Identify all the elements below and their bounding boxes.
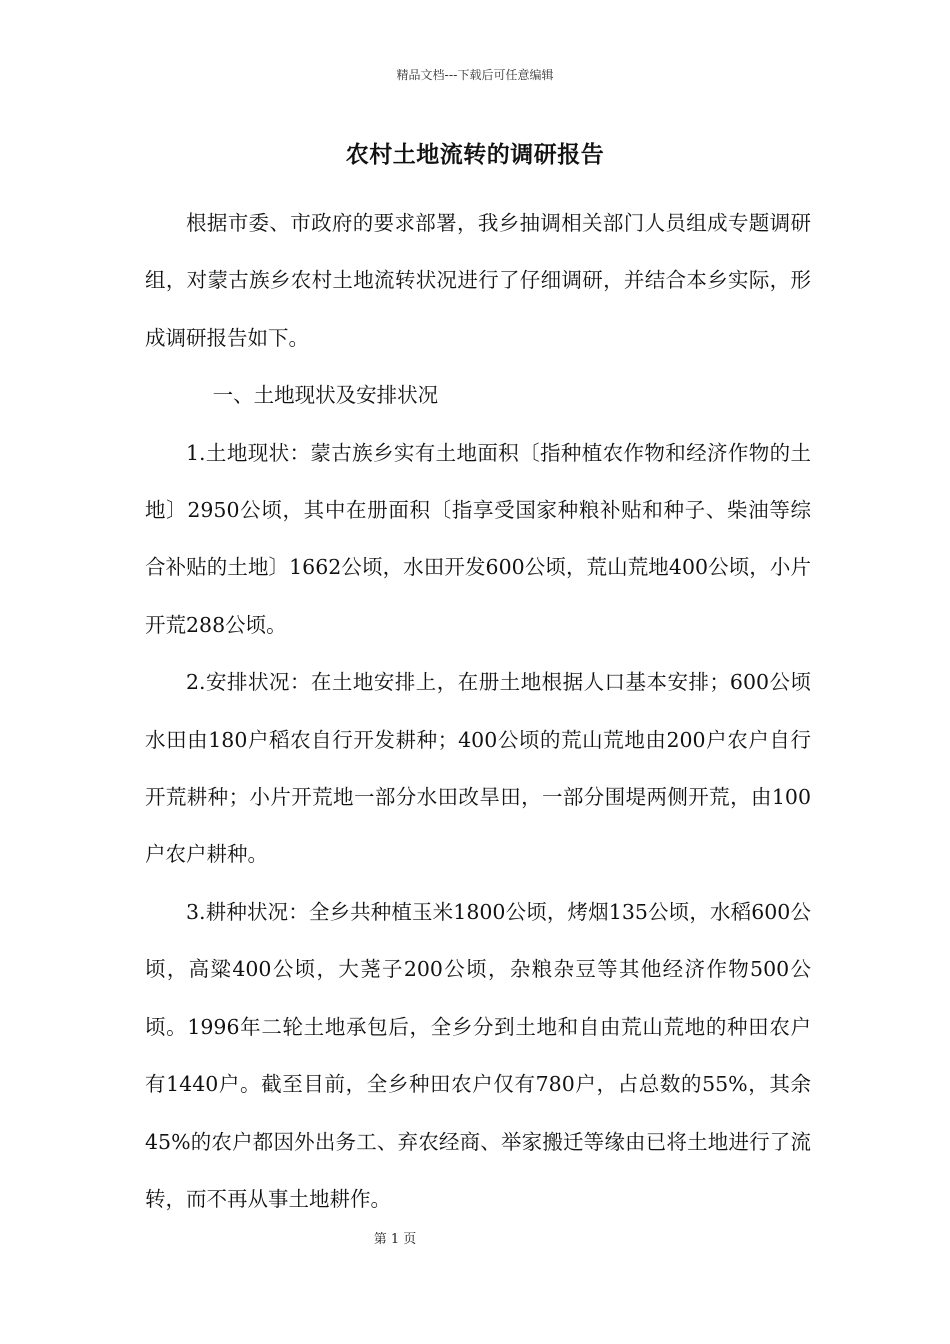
intro-paragraph: 根据市委、市政府的要求部署，我乡抽调相关部门人员组成专题调研组，对蒙古族乡农村土地流转状况进行了仔细调研，并结合本乡实际，形成调研报告如下。 xyxy=(145,211,811,350)
document-title: 农村土地流转的调研报告 xyxy=(345,142,605,168)
cultivation-paragraph: 3.耕种状况：全乡共种植玉米1800公顷，烤烟135公顷，水稻600公顷，高粱400公顷，大荛子200公顷，杂粮杂豆等其他经济作物500公顷。1996年二轮土地承包后，全乡分到土地和自由荒山荒地的种田农户有1440户。截至目前，全乡种田农户仅有780户，占总数的55%，其余45%的农户都因外出务工、弃农经商、举家搬迁等缘由已将土地进行了流转，而不再从事土地耕作。 xyxy=(145,899,811,1211)
land-status-paragraph: 1.土地现状：蒙古族乡实有土地面积〔指种植农作物和经济作物的土地〕2950公顷，其中在册面积〔指享受国家种粮补贴和种子、柴油等综合补贴的土地〕1662公顷，水田开发600公顷，荒山荒地400公顷，小片开荒288公顷。 xyxy=(145,440,811,637)
arrangement-paragraph: 2.安排状况：在土地安排上，在册土地根据人口基本安排；600公顷水田由180户稻农自行开发耕种；400公顷的荒山荒地由200户农户自行开荒耕种；小片开荒地一部分水田改旱田，一部分围堤两侧开荒，由100户农户耕种。 xyxy=(145,670,811,867)
document-body xyxy=(145,195,811,1228)
header-note: 精品文档---下载后可任意编辑 xyxy=(396,68,554,82)
section-heading: 一、土地现状及安排状况 xyxy=(212,383,439,408)
page-number: 第 1 页 xyxy=(373,1232,417,1247)
